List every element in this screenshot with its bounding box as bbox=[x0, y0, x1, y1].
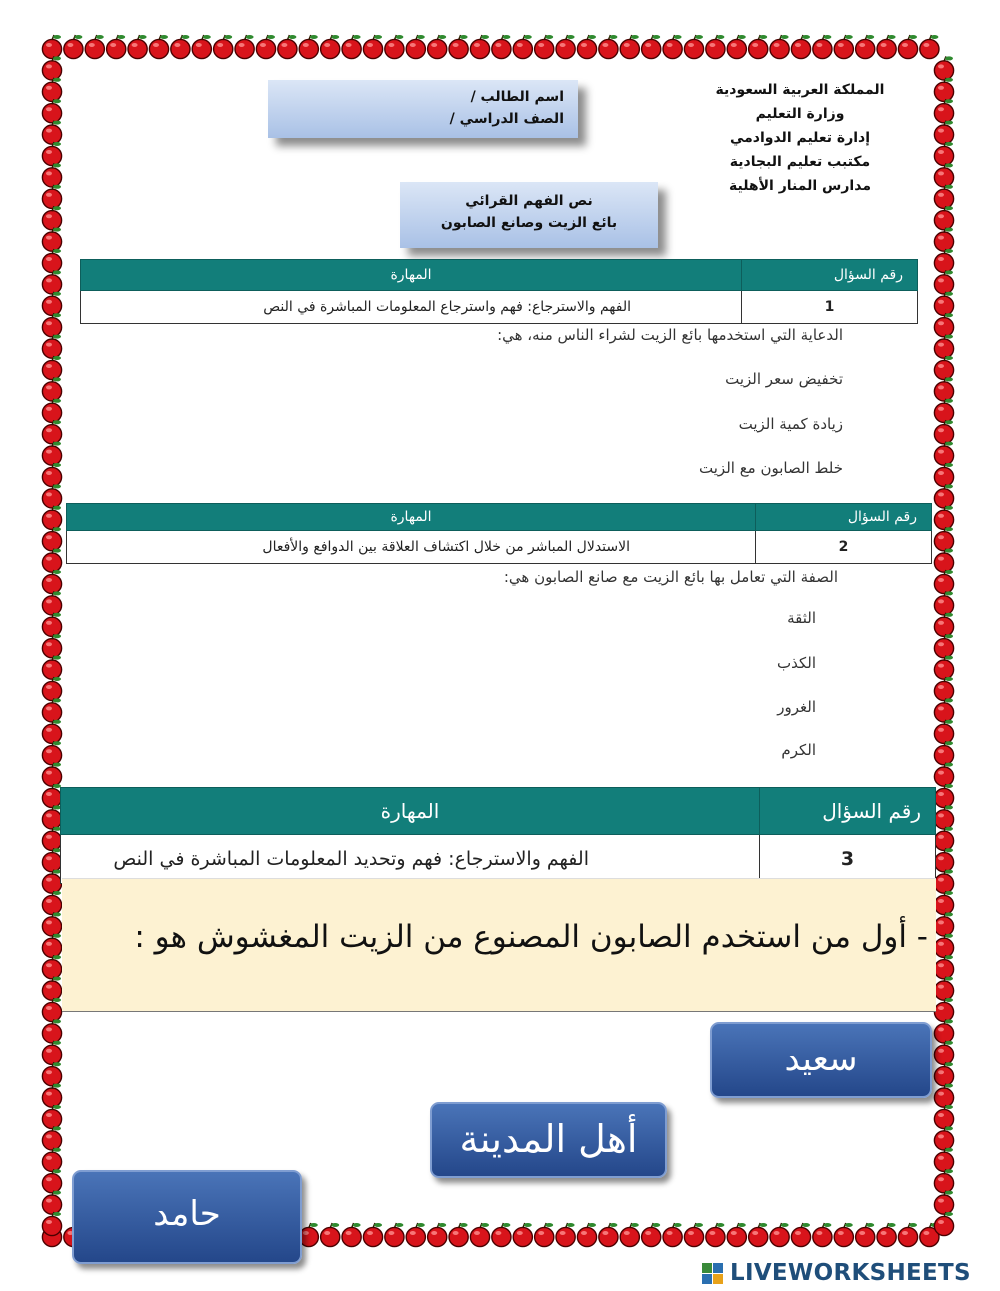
apple-decoration bbox=[64, 35, 83, 59]
apple-decoration bbox=[934, 741, 953, 765]
apple-decoration bbox=[42, 549, 61, 573]
apple-decoration bbox=[42, 163, 61, 187]
apple-decoration bbox=[42, 955, 61, 979]
apple-decoration bbox=[934, 1212, 953, 1236]
apple-decoration bbox=[934, 698, 953, 722]
apple-decoration bbox=[934, 848, 953, 872]
apple-decoration bbox=[599, 1223, 618, 1247]
apple-decoration bbox=[934, 763, 953, 787]
apple-decoration bbox=[192, 35, 211, 59]
apple-decoration bbox=[934, 591, 953, 615]
apple-decoration bbox=[385, 35, 404, 59]
apple-decoration bbox=[42, 656, 61, 680]
liveworksheets-logo-text: LIVEWORKSHEETS bbox=[730, 1260, 971, 1286]
apple-decoration bbox=[256, 35, 275, 59]
apple-decoration bbox=[42, 506, 61, 530]
apple-decoration bbox=[934, 912, 953, 936]
apple-decoration bbox=[42, 1041, 61, 1065]
apple-decoration bbox=[934, 955, 953, 979]
passage-title: نص الفهم القرائي bbox=[465, 193, 593, 209]
apple-decoration bbox=[642, 35, 661, 59]
apple-decoration bbox=[934, 805, 953, 829]
question-number-header: رقم السؤال bbox=[742, 260, 918, 291]
apple-decoration bbox=[42, 399, 61, 423]
apple-decoration bbox=[791, 35, 810, 59]
apple-decoration bbox=[42, 377, 61, 401]
apple-decoration bbox=[492, 1223, 511, 1247]
apple-decoration bbox=[934, 206, 953, 230]
skill-text: الاستدلال المباشر من خلال اكتشاف العلاقة بين الدوافع والأفعال bbox=[67, 531, 756, 564]
apple-decoration bbox=[706, 1223, 725, 1247]
apple-decoration bbox=[42, 121, 61, 145]
apple-decoration bbox=[278, 35, 297, 59]
apple-decoration bbox=[42, 591, 61, 615]
apple-decoration bbox=[42, 1126, 61, 1150]
apple-decoration bbox=[934, 270, 953, 294]
apple-decoration bbox=[934, 1126, 953, 1150]
apple-decoration bbox=[42, 313, 61, 337]
apple-decoration bbox=[42, 805, 61, 829]
apple-decoration bbox=[42, 356, 61, 380]
option[interactable]: خلط الصابون مع الزيت bbox=[699, 459, 843, 477]
apple-decoration bbox=[898, 1223, 917, 1247]
apple-decoration bbox=[577, 1223, 596, 1247]
apple-decoration bbox=[42, 206, 61, 230]
question-3-prompt: - أول من استخدم الصابون المصنوع من الزيت المغشوش هو : bbox=[134, 919, 928, 955]
apple-decoration bbox=[934, 1084, 953, 1108]
apple-decoration bbox=[42, 891, 61, 915]
apple-decoration bbox=[342, 1223, 361, 1247]
apple-decoration bbox=[934, 163, 953, 187]
apple-decoration bbox=[934, 613, 953, 637]
apple-decoration bbox=[42, 784, 61, 808]
apple-decoration bbox=[934, 185, 953, 209]
apple-decoration bbox=[934, 1019, 953, 1043]
apple-decoration bbox=[42, 613, 61, 637]
ministry-line: وزارة التعليم bbox=[755, 106, 845, 122]
apple-decoration bbox=[42, 99, 61, 123]
student-info-box bbox=[268, 80, 578, 138]
apple-decoration bbox=[934, 1041, 953, 1065]
question-3-table bbox=[60, 787, 936, 884]
apple-decoration bbox=[535, 35, 554, 59]
apple-decoration bbox=[556, 1223, 575, 1247]
apple-decoration bbox=[42, 270, 61, 294]
apple-decoration bbox=[42, 1148, 61, 1172]
apple-decoration bbox=[42, 142, 61, 166]
apple-decoration bbox=[42, 827, 61, 851]
apple-decoration bbox=[934, 356, 953, 380]
apple-decoration bbox=[342, 35, 361, 59]
option[interactable]: زيادة كمية الزيت bbox=[738, 415, 843, 433]
apple-decoration bbox=[321, 35, 340, 59]
drop-zone-answer[interactable] bbox=[62, 878, 936, 1012]
apple-decoration bbox=[934, 463, 953, 487]
apple-decoration bbox=[934, 934, 953, 958]
answer-button-madina-people[interactable]: أهل المدينة bbox=[430, 1102, 667, 1178]
ministry-header bbox=[700, 78, 900, 198]
apple-decoration bbox=[385, 1223, 404, 1247]
apple-decoration bbox=[934, 1062, 953, 1086]
apple-decoration bbox=[663, 1223, 682, 1247]
question-number: 2 bbox=[756, 531, 932, 564]
apple-decoration bbox=[42, 335, 61, 359]
apple-decoration bbox=[934, 249, 953, 273]
apple-decoration bbox=[834, 35, 853, 59]
apple-decoration bbox=[920, 35, 939, 59]
apple-decoration bbox=[934, 142, 953, 166]
apple-decoration bbox=[535, 1223, 554, 1247]
skill-header: المهارة bbox=[67, 504, 756, 531]
apple-decoration bbox=[42, 934, 61, 958]
apple-decoration bbox=[556, 35, 575, 59]
apple-decoration bbox=[934, 335, 953, 359]
apple-decoration bbox=[42, 463, 61, 487]
apple-decoration bbox=[727, 35, 746, 59]
apple-decoration bbox=[42, 484, 61, 508]
apple-decoration bbox=[663, 35, 682, 59]
apple-decoration bbox=[406, 35, 425, 59]
apple-decoration bbox=[749, 1223, 768, 1247]
apple-decoration bbox=[684, 35, 703, 59]
apple-decoration bbox=[934, 634, 953, 658]
apple-decoration bbox=[42, 741, 61, 765]
option[interactable]: الكرم bbox=[781, 741, 816, 759]
apple-decoration bbox=[428, 35, 447, 59]
apple-decoration bbox=[934, 292, 953, 316]
apple-decoration bbox=[934, 891, 953, 915]
apple-decoration bbox=[42, 870, 61, 894]
apple-decoration bbox=[620, 35, 639, 59]
apple-decoration bbox=[934, 1105, 953, 1129]
apple-decoration bbox=[934, 1191, 953, 1215]
apple-decoration bbox=[749, 35, 768, 59]
answer-button-hamed[interactable]: حامد bbox=[72, 1170, 302, 1264]
skill-text: الفهم والاسترجاع: فهم واسترجاع المعلومات المباشرة في النص bbox=[81, 291, 742, 324]
apple-decoration bbox=[513, 1223, 532, 1247]
apple-decoration bbox=[706, 35, 725, 59]
apple-decoration bbox=[42, 249, 61, 273]
apple-decoration bbox=[934, 570, 953, 594]
apple-decoration bbox=[171, 35, 190, 59]
apple-decoration bbox=[42, 848, 61, 872]
apple-decoration bbox=[934, 442, 953, 466]
apple-decoration bbox=[934, 656, 953, 680]
apple-decoration bbox=[42, 78, 61, 102]
skill-header: المهارة bbox=[61, 788, 760, 835]
apple-decoration bbox=[449, 35, 468, 59]
apple-decoration bbox=[934, 99, 953, 123]
apple-decoration bbox=[934, 677, 953, 701]
option[interactable]: تخفيض سعر الزيت bbox=[725, 370, 843, 388]
apple-decoration bbox=[235, 35, 254, 59]
apple-decoration bbox=[406, 1223, 425, 1247]
apple-decoration bbox=[42, 698, 61, 722]
option[interactable]: الكذب bbox=[776, 654, 816, 672]
apple-decoration bbox=[42, 998, 61, 1022]
apple-decoration bbox=[934, 527, 953, 551]
apple-decoration bbox=[470, 1223, 489, 1247]
apple-decoration bbox=[299, 35, 318, 59]
apple-decoration bbox=[934, 56, 953, 80]
apple-decoration bbox=[620, 1223, 639, 1247]
apple-decoration bbox=[934, 870, 953, 894]
student-name-label: اسم الطالب / bbox=[470, 89, 564, 105]
ministry-line: مدارس المنار الأهلية bbox=[728, 178, 871, 194]
apple-decoration bbox=[934, 420, 953, 444]
apple-decoration bbox=[42, 292, 61, 316]
apple-decoration bbox=[42, 570, 61, 594]
grade-label: الصف الدراسي / bbox=[449, 111, 564, 127]
skill-text: الفهم والاسترجاع: فهم وتحديد المعلومات المباشرة في النص bbox=[61, 835, 760, 884]
liveworksheets-logo bbox=[700, 1258, 996, 1288]
option[interactable]: الغرور bbox=[777, 698, 816, 716]
passage-subtitle: بائع الزيت وصانع الصابون bbox=[440, 215, 618, 231]
question-2-prompt: الصفة التي تعامل بها بائع الزيت مع صانع الصابون هي: bbox=[503, 568, 838, 586]
question-number: 1 bbox=[742, 291, 918, 324]
question-1-prompt: الدعاية التي استخدمها بائع الزيت لشراء الناس منه، هي: bbox=[497, 326, 843, 344]
question-number-header: رقم السؤال bbox=[756, 504, 932, 531]
apple-decoration bbox=[42, 35, 61, 59]
apple-decoration bbox=[299, 1223, 318, 1247]
apple-decoration bbox=[934, 78, 953, 102]
apple-decoration bbox=[363, 1223, 382, 1247]
apple-decoration bbox=[363, 35, 382, 59]
answer-button-saeed[interactable]: سعيد bbox=[710, 1022, 932, 1098]
apple-decoration bbox=[599, 35, 618, 59]
apple-decoration bbox=[42, 1084, 61, 1108]
apple-decoration bbox=[42, 1191, 61, 1215]
apple-decoration bbox=[934, 720, 953, 744]
apple-decoration bbox=[428, 1223, 447, 1247]
apple-decoration bbox=[877, 35, 896, 59]
apple-decoration bbox=[684, 1223, 703, 1247]
apple-decoration bbox=[42, 527, 61, 551]
apple-decoration bbox=[856, 1223, 875, 1247]
apple-decoration bbox=[42, 720, 61, 744]
apple-decoration bbox=[934, 399, 953, 423]
apple-decoration bbox=[934, 506, 953, 530]
apple-decoration bbox=[577, 35, 596, 59]
question-1-table bbox=[80, 259, 918, 324]
apple-decoration bbox=[934, 1148, 953, 1172]
passage-title-box bbox=[400, 182, 658, 248]
apple-decoration bbox=[934, 784, 953, 808]
apple-decoration bbox=[107, 35, 126, 59]
apple-decoration bbox=[934, 228, 953, 252]
apple-decoration bbox=[42, 634, 61, 658]
apple-decoration bbox=[934, 827, 953, 851]
apple-decoration bbox=[449, 1223, 468, 1247]
question-number: 3 bbox=[760, 835, 936, 884]
apple-decoration bbox=[513, 35, 532, 59]
apple-decoration bbox=[834, 1223, 853, 1247]
apple-decoration bbox=[42, 763, 61, 787]
skill-header: المهارة bbox=[81, 260, 742, 291]
apple-decoration bbox=[727, 1223, 746, 1247]
apple-decoration bbox=[934, 1169, 953, 1193]
apple-decoration bbox=[42, 56, 61, 80]
apple-decoration bbox=[856, 35, 875, 59]
apple-decoration bbox=[42, 228, 61, 252]
apple-decoration bbox=[470, 35, 489, 59]
apple-decoration bbox=[42, 442, 61, 466]
apple-decoration bbox=[934, 484, 953, 508]
apple-decoration bbox=[934, 377, 953, 401]
apple-decoration bbox=[813, 35, 832, 59]
apple-decoration bbox=[42, 1062, 61, 1086]
apple-decoration bbox=[321, 1223, 340, 1247]
apple-decoration bbox=[42, 912, 61, 936]
apple-decoration bbox=[642, 1223, 661, 1247]
apple-decoration bbox=[42, 1212, 61, 1236]
apple-decoration bbox=[492, 35, 511, 59]
apple-decoration bbox=[128, 35, 147, 59]
apple-decoration bbox=[934, 121, 953, 145]
apple-decoration bbox=[42, 185, 61, 209]
apple-decoration bbox=[42, 677, 61, 701]
apple-decoration bbox=[42, 1105, 61, 1129]
question-number-header: رقم السؤال bbox=[760, 788, 936, 835]
apple-decoration bbox=[770, 1223, 789, 1247]
apple-decoration bbox=[42, 420, 61, 444]
apple-decoration bbox=[85, 35, 104, 59]
ministry-line: مكتبب تعليم البجادية bbox=[729, 154, 871, 170]
apple-decoration bbox=[149, 35, 168, 59]
question-2-table bbox=[66, 503, 932, 564]
apple-decoration bbox=[934, 313, 953, 337]
apple-decoration bbox=[877, 1223, 896, 1247]
apple-decoration bbox=[934, 998, 953, 1022]
ministry-line: المملكة العربية السعودية bbox=[715, 82, 885, 98]
apple-decoration bbox=[791, 1223, 810, 1247]
apple-decoration bbox=[42, 1019, 61, 1043]
apple-decoration bbox=[214, 35, 233, 59]
liveworksheets-icon bbox=[702, 1263, 724, 1285]
apple-decoration bbox=[42, 1169, 61, 1193]
apple-decoration bbox=[934, 977, 953, 1001]
option[interactable]: الثقة bbox=[787, 609, 816, 627]
ministry-line: إدارة تعليم الدوادمي bbox=[729, 130, 871, 146]
apple-decoration bbox=[770, 35, 789, 59]
apple-decoration bbox=[813, 1223, 832, 1247]
apple-decoration bbox=[934, 549, 953, 573]
apple-decoration bbox=[42, 977, 61, 1001]
apple-decoration bbox=[898, 35, 917, 59]
